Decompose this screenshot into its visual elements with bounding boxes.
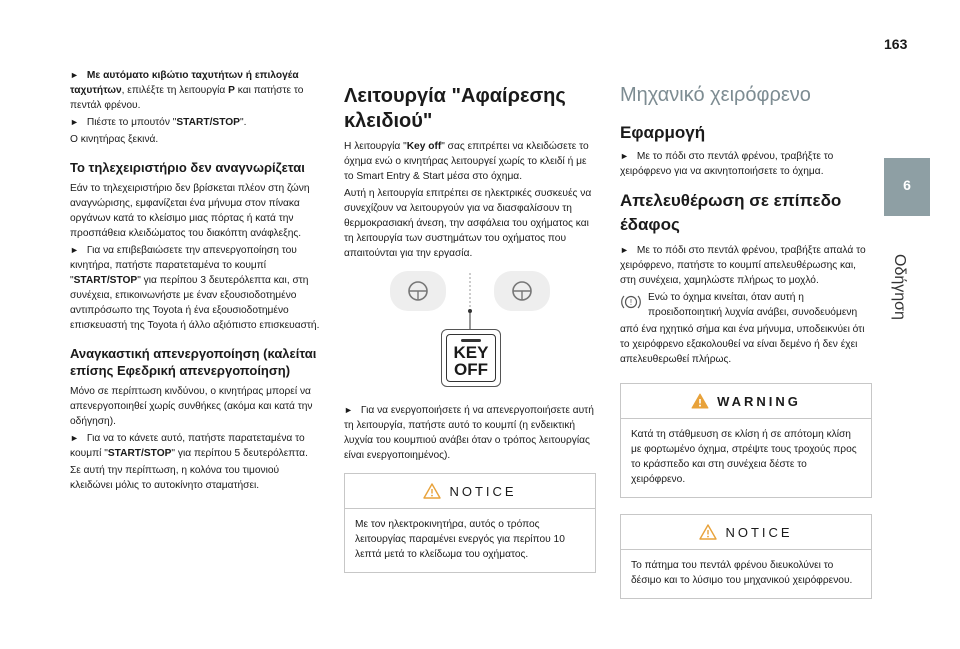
notice-header <box>345 474 595 509</box>
remote-text: Εάν το τηλεχειριστήριο δεν βρίσκεται πλέον στη ζώνη αναγνώρισης, εμφανίζεται ένα μήνυμα στον πίνακα οργάνων κατά το κλείσιμο μιας πόρτας ή κατά την προσπάθεια κλειδώματος του διακόπτη ανάφλεξης. <box>70 183 310 239</box>
bullet-arrow-icon: ► <box>620 151 629 161</box>
column-2 <box>344 84 596 573</box>
chapter-tab[interactable] <box>884 158 960 386</box>
bullet-arrow-icon: ► <box>344 405 353 415</box>
bullet-arrow-icon: ► <box>70 117 79 127</box>
bullet-confirm-stop: ► Για να επιβεβαιώσετε την απενεργοποίηση του κινητήρα, πατήστε παρατεταμένα το κουμπί "START/STOP" για περίπου 3 δευτερόλεπτα και, στη συνέχεια, επικοινωνήστε με έναν εξουσιοδοτημένο αντιπρόσωπο της Toyota ή ένα εξουσιοδοτημένο επισκευαστή της Toyota ή άλλο αξιόπιστο επισκευαστή. <box>70 245 320 331</box>
forced-text: Μόνο σε περίπτωση κινδύνου, ο κινητήρας μπορεί να απενεργοποιηθεί χωρίς συνθήκες (ακόμα και κατά την οδήγηση). <box>70 386 313 427</box>
brake-warning-note <box>620 290 872 322</box>
key-off-details: Αυτή η λειτουργία επιτρέπει σε ηλεκτρικές συσκευές να συνεχίζουν να λειτουργούν για να διασφαλίσουν τη θερμοκρασιακή άνεση, την ασφάλεια του οχήματος και τη λειτουργία των συστημάτων του οχήματος που απαιτούνται για την εργασία. <box>344 188 592 259</box>
column-3 <box>620 82 872 599</box>
notice-text: Με τον ηλεκτροκινητήρα, αυτός ο τρόπος λειτουργίας παραμένει ενεργός για περίπου 10 λεπτά μετά το κλείδωμα του οχήματος. <box>355 519 565 560</box>
notice-title: NOTICE <box>449 483 517 499</box>
warning-box <box>620 383 872 498</box>
page-number: 163 <box>884 36 908 52</box>
key-off-intro: Η λειτουργία "Key off" σας επιτρέπει να κλειδώσετε το όχημα ενώ ο κινητήρας λειτουργεί χωρίς το κλειδί ή με το Smart Entry & Start μέσα στο όχημα. <box>344 141 589 182</box>
bullet-release: ► Με το πόδι στο πεντάλ φρένου, τραβήξτε απαλά το χειρόφρενο, πατήστε το κουμπί απελευθέρωσης και, στη συνέχεια, χαμηλώστε πλήρως το μοχλό. <box>620 245 866 286</box>
notice-box <box>344 473 596 573</box>
bullet-arrow-icon: ► <box>70 245 79 255</box>
bullet-apply: ► Με το πόδι στο πεντάλ φρένου, τραβήξτε το χειρόφρενο για να ακινητοποιήσετε το όχημα. <box>620 151 834 177</box>
heading-remote-not-recognized: Το τηλεχειριστήριο δεν αναγνωρίζεται <box>70 160 305 175</box>
bullet-activate-key-off: ► Για να ενεργοποιήσετε ή να απενεργοποιήσετε αυτή τη λειτουργία, πατήστε αυτό το κουμπί (η ενδεικτική λυχνία του κουμπιού ανάβει όταν ο τρόπος λειτουργίας είναι ενεργοποιημένος). <box>344 405 594 461</box>
heading-apply: Εφαρμογή <box>620 123 706 142</box>
parking-brake-warning-icon <box>620 292 642 312</box>
bullet-auto-gearbox: ► Με αυτόματο κιβώτιο ταχυτήτων ή επιλογέα ταχυτήτων, επιλέξτε τη λειτουργία P και πατήστε το πεντάλ φρένου. <box>70 70 304 111</box>
heading-forced-shutdown: Αναγκαστική απενεργοποίηση (καλείται επίσης Εφεδρική απενεργοποίηση) <box>70 346 317 378</box>
key-off-button[interactable] <box>441 329 501 387</box>
heading-release-level: Απελευθέρωση σε επίπεδο έδαφος <box>620 191 842 234</box>
notice-header <box>621 515 871 550</box>
notice-text: Το πάτημα του πεντάλ φρένου διευκολύνει το δέσιμο και το λύσιμο του μηχανικού χειρόφρενου. <box>631 560 853 586</box>
warning-triangle-icon <box>691 393 709 409</box>
engine-starts-text: Ο κινητήρας ξεκινά. <box>70 134 159 145</box>
key-label: KEY <box>453 343 489 362</box>
chapter-number: 6 <box>884 158 930 216</box>
warning-header <box>621 384 871 419</box>
heading-key-off: Λειτουργία "Αφαίρεσης κλειδιού" <box>344 85 566 132</box>
warning-text: Κατά τη στάθμευση σε κλίση ή σε απότομη κλίση με φορτωμένο όχημα, στρέψτε τους τροχούς προς το κράσπεδο και στη συνέχεια δέστε το χειρόφρενο. <box>631 429 857 485</box>
heading-manual-parking-brake: Μηχανικό χειρόφρενο <box>620 84 811 106</box>
off-label: OFF <box>454 360 488 379</box>
warning-triangle-icon <box>423 483 441 499</box>
bullet-forced-press: ► Για να το κάνετε αυτό, πατήστε παρατεταμένα το κουμπί "START/STOP" για περίπου 5 δευτερόλεπτα. <box>70 433 308 459</box>
bullet-arrow-icon: ► <box>620 245 629 255</box>
brake-warning-rest: από ένα ηχητικό σήμα και ένα μήνυμα, υποδεικνύει ότι το χειρόφρενο εξακολουθεί να είναι δεμένο ή δεν έχει απελευθερωθεί πλήρως. <box>620 324 865 365</box>
warning-triangle-icon <box>699 524 717 540</box>
brake-warning-first: Ενώ το όχημα κινείται, όταν αυτή η προειδοποιητική λυχνία ανάβει, συνοδευόμενη <box>648 292 858 318</box>
bullet-press-start: ► Πιέστε το μπουτόν "START/STOP". <box>70 117 247 128</box>
column-1 <box>70 68 320 495</box>
warning-title: WARNING <box>717 393 801 409</box>
key-off-illustration <box>344 269 596 389</box>
bullet-arrow-icon: ► <box>70 70 79 80</box>
notice-title: NOTICE <box>725 524 793 540</box>
svg-text:!: ! <box>629 298 633 308</box>
bullet-arrow-icon: ► <box>70 433 79 443</box>
forced-end-text: Σε αυτή την περίπτωση, η κολόνα του τιμονιού κλειδώνει μόλις το αυτοκίνητο σταματήσει. <box>70 465 280 491</box>
notice-box-brake <box>620 514 872 599</box>
chapter-label: Οδήγηση <box>891 254 908 320</box>
